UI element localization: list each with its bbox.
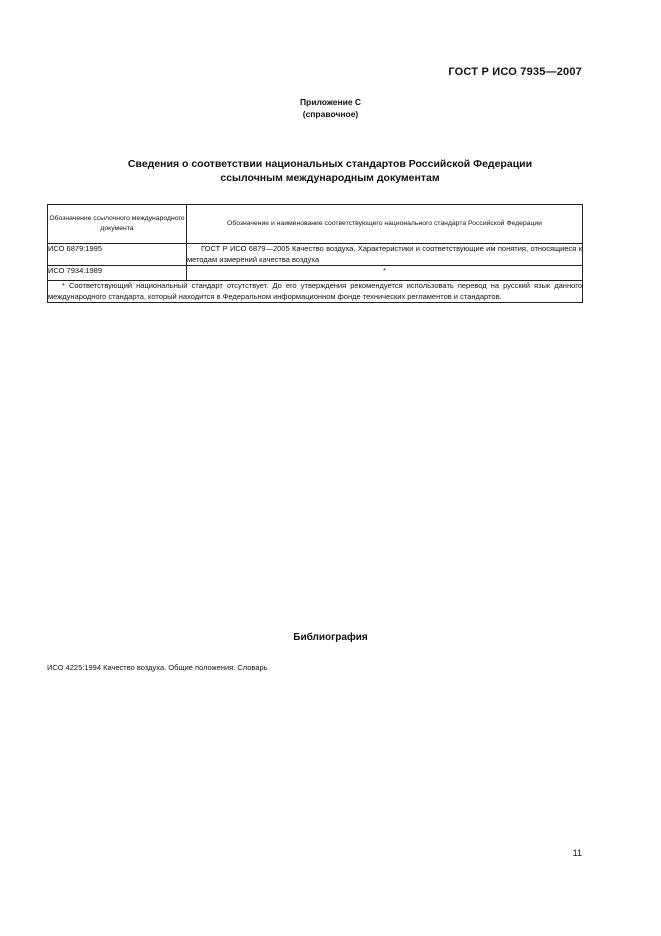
bibliography-title: Библиография — [293, 632, 368, 643]
table-header-row — [48, 205, 583, 244]
table-row — [48, 244, 583, 266]
reference-cell: ИСО 7934:1989 — [48, 266, 187, 281]
appendix-kind: (справочное) — [302, 109, 359, 119]
bibliography-entry: ИСО 4225:1994 Качество воздуха. Общие положения. Словарь — [47, 663, 268, 672]
table-footnote — [48, 281, 583, 303]
document-code: ГОСТ Р ИСО 7935—2007 — [448, 66, 582, 78]
correspondence-table — [47, 204, 583, 303]
column-header-national: Обозначение и наименование соответствующего национального стандарта Российской Федерации — [187, 205, 583, 244]
appendix-label: Приложение С — [299, 97, 362, 107]
national-standard-text: ГОСТ Р ИСО 6879—2005 Качество воздуха. Характеристики и соответствующие им понятия, относящиеся к методам измерений качества воздуха — [187, 244, 582, 264]
table-row — [48, 266, 583, 281]
national-standard-cell: * — [187, 266, 583, 281]
reference-cell: ИСО 6879:1995 — [48, 244, 187, 266]
appendix-heading — [0, 96, 661, 120]
page-number: 11 — [572, 848, 582, 858]
national-standard-cell — [187, 244, 583, 266]
table-footnote-row — [48, 281, 583, 303]
footnote-text: * Соответствующий национальный стандарт отсутствует. До его утверждения рекомендуется использовать перевод на русский язык данного международного стандарта, который находится в Федеральном информационном фонде технических регламентов и стандартов. — [48, 281, 582, 301]
title-line-2: ссылочным международным документам — [220, 172, 440, 184]
column-header-reference: Обозначение ссылочного международного документа — [48, 205, 187, 244]
title-line-1: Сведения о соответствии национальных стандартов Российской Федерации — [127, 158, 533, 170]
page-title — [60, 157, 600, 185]
